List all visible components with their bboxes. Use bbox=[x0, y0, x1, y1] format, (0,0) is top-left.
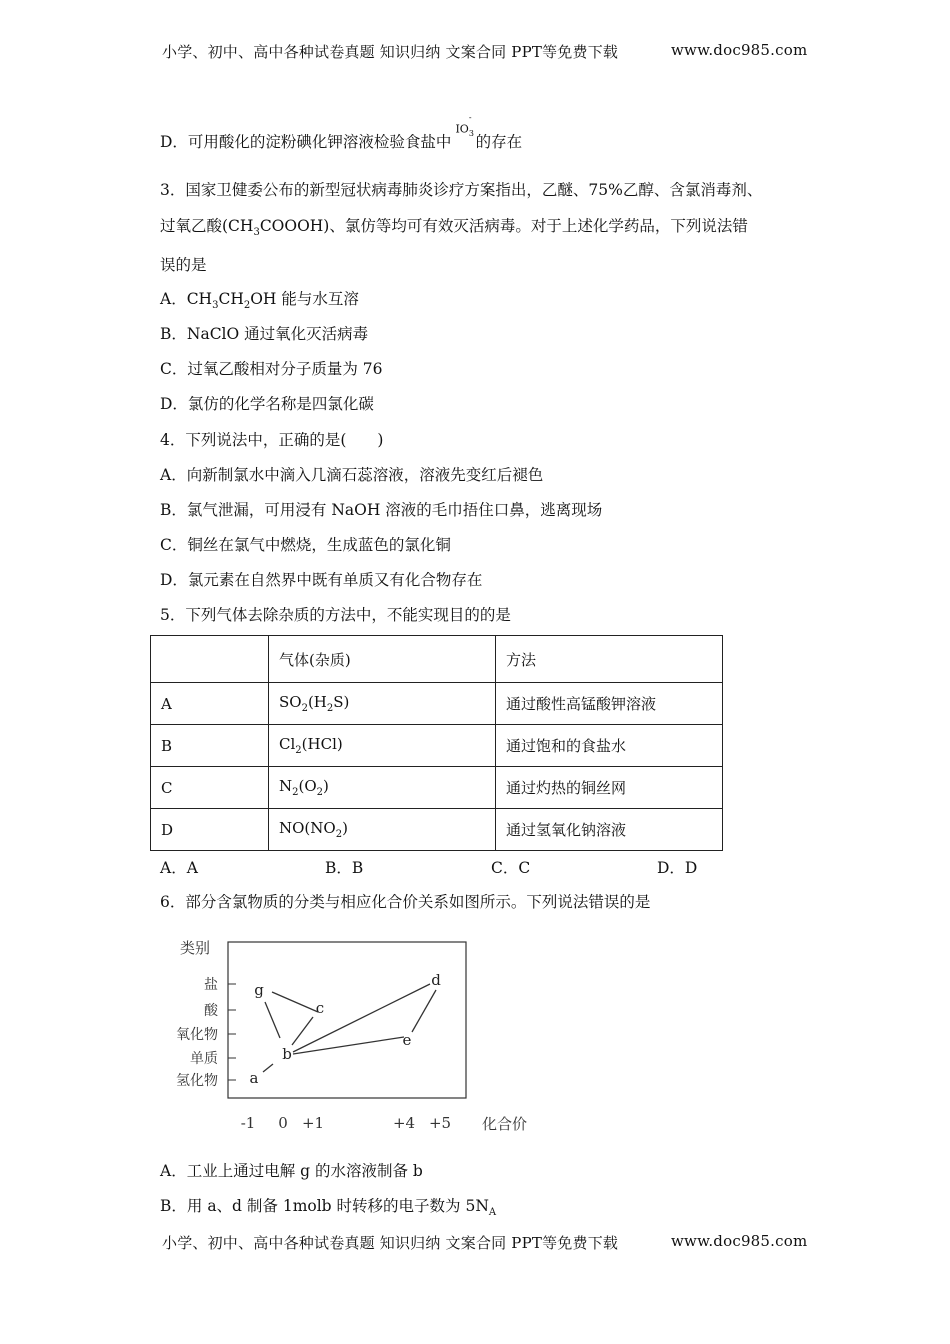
q5-choice-b: B．B bbox=[325, 859, 364, 877]
header-url[interactable]: www.doc985.com bbox=[671, 41, 808, 59]
q4-option-d: D．氯元素在自然界中既有单质又有化合物存在 bbox=[160, 571, 483, 589]
x-tick-label: 0 bbox=[278, 1114, 288, 1132]
q3-option-b: B．NaClO 通过氧化灭活病毒 bbox=[160, 325, 369, 343]
q3-stem-line1: 3．国家卫健委公布的新型冠状病毒肺炎诊疗方案指出，乙醚、75%乙醇、含氯消毒剂、 bbox=[160, 181, 763, 199]
q6-option-b: B．用 a、d 制备 1molb 时转移的电子数为 $5N_A$ bbox=[160, 1197, 497, 1219]
y-category-label: 单质 bbox=[190, 1051, 218, 1067]
gas-cell: $Cl_2(HCl)$ bbox=[269, 725, 496, 767]
x-tick-label: +4 bbox=[392, 1114, 416, 1132]
method-cell: 通过氢氧化钠溶液 bbox=[496, 809, 723, 851]
row-label: A bbox=[151, 683, 269, 725]
connection-line-a-b bbox=[263, 1064, 273, 1072]
point-label-a: a bbox=[249, 1069, 259, 1087]
connection-line-g-b bbox=[265, 1002, 280, 1038]
header-text: 小学、初中、高中各种试卷真题 知识归纳 文案合同 PPT等免费下载 bbox=[162, 43, 619, 61]
x-tick-label: -1 bbox=[240, 1114, 256, 1132]
point-label-b: b bbox=[282, 1045, 292, 1063]
x-axis-title: 化合价 bbox=[482, 1115, 528, 1133]
point-label-g: g bbox=[254, 981, 264, 999]
connection-line-g-c bbox=[272, 992, 318, 1012]
y-category-label: 氢化物 bbox=[176, 1073, 218, 1089]
y-category-label: 氧化物 bbox=[176, 1027, 218, 1043]
method-cell: 通过酸性高锰酸钾溶液 bbox=[496, 683, 723, 725]
q5-choice-c: C．C bbox=[491, 859, 531, 877]
q6-stem: 6．部分含氯物质的分类与相应化合价关系如图所示。下列说法错误的是 bbox=[160, 893, 651, 911]
q2-option-d: D．可用酸化的淀粉碘化钾溶液检验食盐中$IO_3^-$的存在 bbox=[160, 113, 523, 151]
x-tick-label: +1 bbox=[301, 1114, 325, 1132]
data-points bbox=[250, 971, 442, 1087]
table-row bbox=[151, 767, 723, 809]
connection-line-e-d bbox=[412, 990, 436, 1032]
y-category-labels bbox=[176, 976, 236, 1089]
q3-stem-line2: 过氧乙酸$(CH_3COOOH)$、氯仿等均可有效灭活病毒。对于上述化学药品，下列说法错 bbox=[160, 217, 748, 239]
point-label-c: c bbox=[315, 999, 325, 1017]
footer-text: 小学、初中、高中各种试卷真题 知识归纳 文案合同 PPT等免费下载 bbox=[162, 1234, 619, 1252]
chlorine-valence-chart bbox=[160, 932, 560, 1142]
point-label-e: e bbox=[402, 1031, 412, 1049]
gas-cell: $SO_2(H_2S)$ bbox=[269, 683, 496, 725]
plot-frame bbox=[228, 942, 466, 1098]
q5-choice-d: D．D bbox=[657, 859, 698, 877]
x-tick-labels bbox=[241, 1114, 451, 1132]
gas-cell: $N_2(O_2)$ bbox=[269, 767, 496, 809]
table-header-row bbox=[151, 636, 723, 683]
iodate-formula: $IO_3^-$ bbox=[455, 113, 474, 139]
q5-table bbox=[150, 635, 723, 851]
connection-line-b-e bbox=[293, 1037, 404, 1054]
q3-option-a: A．$CH_3CH_2OH$ 能与水互溶 bbox=[160, 290, 359, 312]
y-axis-title: 类别 bbox=[180, 939, 211, 957]
q4-option-a: A．向新制氯水中滴入几滴石蕊溶液，溶液先变红后褪色 bbox=[160, 466, 544, 484]
q4-option-b: B．氯气泄漏，可用浸有 NaOH 溶液的毛巾捂住口鼻，逃离现场 bbox=[160, 501, 603, 519]
q3-stem-line3: 误的是 bbox=[160, 256, 207, 274]
q4-option-c: C．铜丝在氯气中燃烧，生成蓝色的氯化铜 bbox=[160, 536, 451, 554]
q4-stem: 4．下列说法中，正确的是( ) bbox=[160, 431, 384, 449]
q6-option-a: A．工业上通过电解 g 的水溶液制备 b bbox=[160, 1162, 423, 1180]
table-header-cell bbox=[151, 636, 269, 683]
page-header bbox=[162, 41, 618, 62]
x-tick-label: +5 bbox=[428, 1114, 452, 1132]
connection-line-c-b bbox=[292, 1017, 313, 1045]
method-cell: 通过灼热的铜丝网 bbox=[496, 767, 723, 809]
row-label: D bbox=[151, 809, 269, 851]
point-label-d: d bbox=[431, 971, 441, 989]
table-row bbox=[151, 683, 723, 725]
row-label: B bbox=[151, 725, 269, 767]
table-row bbox=[151, 809, 723, 851]
q5-choice-a: A．A bbox=[160, 859, 198, 877]
q5-stem: 5．下列气体去除杂质的方法中，不能实现目的的是 bbox=[160, 606, 511, 624]
page-footer bbox=[162, 1232, 618, 1253]
table-header-cell: 气体(杂质) bbox=[269, 636, 496, 683]
footer-url[interactable]: www.doc985.com bbox=[671, 1232, 808, 1250]
q3-option-d: D．氯仿的化学名称是四氯化碳 bbox=[160, 395, 374, 413]
table-header-cell: 方法 bbox=[496, 636, 723, 683]
y-category-label: 盐 bbox=[204, 977, 218, 993]
table-row bbox=[151, 725, 723, 767]
y-category-label: 酸 bbox=[204, 1003, 218, 1019]
q3-option-c: C．过氧乙酸相对分子质量为 76 bbox=[160, 360, 383, 378]
row-label: C bbox=[151, 767, 269, 809]
gas-cell: $NO(NO_2)$ bbox=[269, 809, 496, 851]
method-cell: 通过饱和的食盐水 bbox=[496, 725, 723, 767]
